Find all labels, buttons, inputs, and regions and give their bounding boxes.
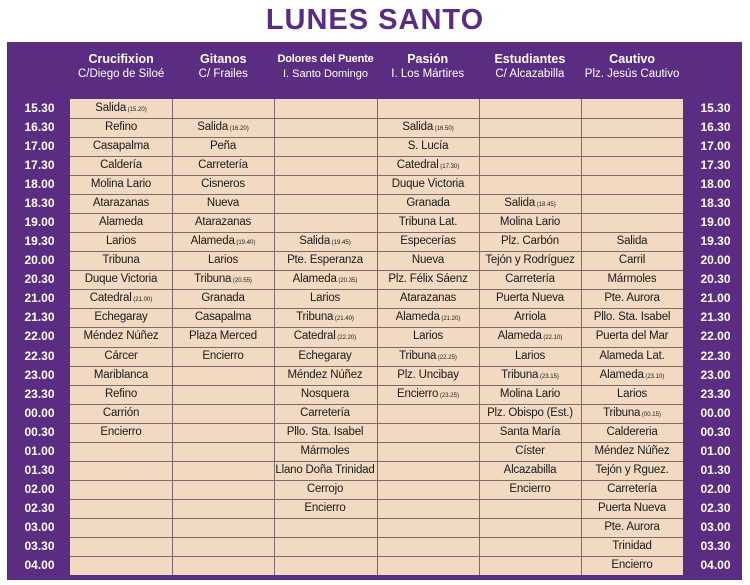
time-label-left: 01.30 bbox=[24, 462, 55, 477]
schedule-cell: Plz. Obispo (Est.) bbox=[487, 407, 573, 419]
time-label-right: 16.30 bbox=[700, 120, 731, 135]
schedule-cell bbox=[172, 270, 274, 289]
time-label-left: 00.00 bbox=[24, 405, 55, 420]
schedule-cell: Caldereria bbox=[606, 426, 658, 438]
time-label-left: 16.30 bbox=[24, 120, 55, 135]
cell-time: (16.50) bbox=[433, 126, 454, 132]
time-label-left: 03.00 bbox=[24, 519, 55, 534]
schedule-cell: Larios bbox=[105, 235, 137, 247]
schedule-cell bbox=[377, 385, 479, 404]
schedule-cell: Cerrojo bbox=[306, 483, 344, 495]
time-label-right: 18.00 bbox=[700, 177, 731, 192]
column-header bbox=[479, 51, 581, 97]
schedule-cell: Casapalma bbox=[194, 311, 252, 323]
column-header bbox=[70, 51, 172, 97]
cell-time: (23.10) bbox=[643, 374, 665, 380]
time-label-left: 02.30 bbox=[24, 500, 55, 515]
time-label-left: 15.30 bbox=[24, 101, 55, 115]
schedule-cell: Tejón y Rodríguez bbox=[485, 254, 575, 266]
schedule-cell bbox=[377, 156, 479, 175]
time-label-left: 17.30 bbox=[24, 158, 55, 173]
schedule-cell: Encierro bbox=[304, 502, 346, 514]
cell-time: (22.20) bbox=[335, 335, 357, 341]
schedule-cell: Encierro bbox=[611, 559, 653, 571]
time-label-left: 18.30 bbox=[24, 196, 55, 211]
schedule-cell: Molina Lario bbox=[499, 388, 561, 400]
schedule-cell bbox=[274, 308, 376, 327]
schedule-cell bbox=[274, 232, 376, 251]
time-label-right: 04.00 bbox=[700, 557, 731, 572]
schedule-cell: Plz. Uncibay bbox=[397, 369, 459, 381]
time-label-left: 20.30 bbox=[24, 272, 55, 287]
time-label-right: 17.30 bbox=[700, 158, 731, 173]
schedule-cell: Carrión bbox=[102, 407, 140, 419]
schedule-cell: Atarazanas bbox=[399, 292, 457, 304]
schedule-cell: Peña bbox=[209, 140, 237, 152]
time-label-right: 17.00 bbox=[700, 139, 731, 154]
cell-time: (21.20) bbox=[439, 316, 461, 322]
schedule-cell: Nueva bbox=[411, 254, 445, 266]
schedule-cell: Echegaray bbox=[298, 350, 352, 362]
schedule-cell: Méndez Núñez bbox=[83, 330, 159, 342]
cell-place: Alameda bbox=[395, 311, 440, 323]
schedule-cell: Plz. Carbón bbox=[501, 235, 559, 247]
time-label-right: 18.30 bbox=[700, 196, 731, 211]
schedule-cell: Alameda Lat. bbox=[599, 350, 665, 362]
column-header-location: C/ Frailes bbox=[198, 68, 248, 80]
time-label-left: 18.00 bbox=[24, 177, 55, 192]
schedule-cell: Atarazanas bbox=[92, 197, 150, 209]
cell-time: (21.40) bbox=[333, 316, 354, 322]
cell-time: (22.10) bbox=[541, 335, 563, 341]
schedule-cell bbox=[479, 194, 581, 213]
time-label-right: 20.30 bbox=[700, 272, 731, 287]
schedule-grid bbox=[70, 99, 683, 575]
schedule-cell: Carretería bbox=[607, 483, 657, 495]
time-label-right: 21.00 bbox=[700, 291, 731, 306]
schedule-cell: Echegaray bbox=[94, 311, 148, 323]
schedule-cell: Pte. Aurora bbox=[604, 292, 660, 304]
schedule-cell: Puerta del Mar bbox=[595, 330, 669, 342]
schedule-cell: Trinidad bbox=[612, 540, 652, 552]
schedule-cell: Méndez Núñez bbox=[594, 445, 670, 457]
schedule-cell: Larios bbox=[207, 254, 239, 266]
cell-place: Tribuna bbox=[399, 350, 437, 362]
schedule-cell: Duque Victoria bbox=[84, 273, 158, 285]
cell-time: (19.45) bbox=[330, 240, 351, 246]
schedule-cell bbox=[581, 366, 683, 385]
cell-time: (20.55) bbox=[231, 278, 252, 284]
time-label-right: 00.00 bbox=[700, 405, 731, 420]
cell-time: (19.40) bbox=[234, 240, 256, 246]
schedule-cell: Especerías bbox=[400, 235, 456, 247]
time-label-right: 03.00 bbox=[700, 519, 731, 534]
cell-place: Alameda bbox=[190, 235, 235, 247]
schedule-cell: Refino bbox=[104, 121, 138, 133]
schedule-cell: Carretería bbox=[505, 273, 555, 285]
cell-place: Catedral bbox=[89, 292, 132, 304]
schedule-cell: Salida bbox=[616, 235, 648, 247]
schedule-cell: Molina Lario bbox=[90, 178, 152, 190]
schedule-cell: Encierro bbox=[509, 483, 551, 495]
schedule-cell bbox=[479, 327, 581, 346]
schedule-cell: Arriola bbox=[514, 311, 546, 323]
cell-place: Tribuna bbox=[603, 407, 641, 419]
schedule-cell: Mariblanca bbox=[93, 369, 149, 381]
schedule-cell: Plz. Félix Sáenz bbox=[388, 273, 468, 285]
time-label-right: 21.30 bbox=[700, 310, 731, 325]
cell-place: Salida bbox=[197, 121, 229, 133]
schedule-cell: Refino bbox=[104, 388, 138, 400]
cell-time: (18.45) bbox=[535, 202, 556, 208]
schedule-cell bbox=[377, 118, 479, 137]
time-label-right: 00.30 bbox=[700, 424, 731, 439]
time-label-right: 19.30 bbox=[700, 234, 731, 249]
schedule-cell: Pllo. Sta. Isabel bbox=[593, 311, 671, 323]
schedule-cell: Encierro bbox=[100, 426, 142, 438]
schedule-cell bbox=[479, 366, 581, 385]
schedule-cell bbox=[172, 232, 274, 251]
schedule-cell bbox=[581, 404, 683, 423]
schedule-cell: Duque Victoria bbox=[391, 178, 465, 190]
page-title: LUNES SANTO bbox=[265, 4, 485, 36]
cell-place: Encierro bbox=[397, 388, 439, 400]
column-header-name: Estudiantes bbox=[494, 52, 566, 66]
cell-place: Alameda bbox=[292, 273, 337, 285]
cell-time: (22.25) bbox=[436, 355, 457, 361]
column-header-name: Dolores del Puente bbox=[277, 53, 374, 65]
schedule-cell: Tejón y Rguez. bbox=[595, 464, 669, 476]
time-label-right: 02.30 bbox=[700, 500, 731, 515]
schedule-cell bbox=[377, 308, 479, 327]
schedule-cell: Encierro bbox=[202, 350, 244, 362]
cell-place: Salida bbox=[299, 235, 331, 247]
cell-place: Tribuna bbox=[194, 273, 232, 285]
time-label-right: 02.00 bbox=[700, 481, 731, 496]
time-label-right: 03.30 bbox=[700, 538, 731, 553]
schedule-cell: Puerta Nueva bbox=[496, 292, 564, 304]
schedule-cell: Carretería bbox=[300, 407, 350, 419]
schedule-cell: Tribuna Lat. bbox=[398, 216, 458, 228]
cell-place: Alameda bbox=[497, 330, 542, 342]
cell-place: Tribuna bbox=[501, 369, 539, 381]
schedule-cell: Mármoles bbox=[300, 445, 350, 457]
cell-place: Catedral bbox=[293, 330, 336, 342]
column-header-location: Plz. Jesús Cautivo bbox=[584, 68, 680, 80]
schedule-cell: Larios bbox=[616, 388, 648, 400]
cell-place: Catedral bbox=[396, 159, 439, 171]
schedule-cell: Nueva bbox=[206, 197, 240, 209]
time-label-left: 19.00 bbox=[24, 215, 55, 230]
cell-time: (21.00) bbox=[131, 297, 153, 303]
cell-place: Salida bbox=[402, 121, 434, 133]
schedule-cell: Pllo. Sta. Isabel bbox=[286, 426, 364, 438]
schedule-cell: Nosquera bbox=[300, 388, 350, 400]
schedule-cell: Alcazabilla bbox=[503, 464, 557, 476]
schedule-cell: Císter bbox=[515, 445, 545, 457]
cell-time: (15.20) bbox=[126, 107, 147, 113]
column-header-location: I. Los Mártires bbox=[391, 68, 465, 80]
schedule-cell: Granada bbox=[201, 292, 245, 304]
schedule-cell: Llano Doña Trinidad bbox=[275, 464, 375, 476]
time-label-left: 02.00 bbox=[24, 481, 55, 496]
time-label-right: 20.00 bbox=[700, 253, 731, 268]
time-label-right: 01.30 bbox=[700, 462, 731, 477]
time-label-left: 22.30 bbox=[24, 348, 55, 363]
time-label-right: 22.00 bbox=[700, 329, 731, 344]
column-header bbox=[274, 51, 376, 97]
time-label-left: 22.00 bbox=[24, 329, 55, 344]
time-label-left: 01.00 bbox=[24, 443, 55, 458]
schedule-cell: Atarazanas bbox=[194, 216, 252, 228]
schedule-cell: Casapalma bbox=[92, 140, 150, 152]
column-header bbox=[377, 51, 479, 97]
schedule-cell: Mármoles bbox=[607, 273, 657, 285]
time-label-left: 21.00 bbox=[24, 291, 55, 306]
schedule-cell: Granada bbox=[406, 197, 450, 209]
time-label-left: 04.00 bbox=[24, 557, 55, 572]
time-label-left: 00.30 bbox=[24, 424, 55, 439]
schedule-cell: Caldería bbox=[100, 159, 142, 171]
schedule-cell: Pte. Esperanza bbox=[287, 254, 363, 266]
schedule-cell: Méndez Núñez bbox=[287, 369, 363, 381]
schedule-cell: Cisneros bbox=[201, 178, 245, 190]
time-label-right: 15.30 bbox=[700, 101, 731, 115]
column-header-name: Gitanos bbox=[200, 52, 247, 66]
column-header-location: C/Diego de Siloé bbox=[77, 68, 165, 80]
time-label-left: 23.30 bbox=[24, 386, 55, 401]
column-header bbox=[581, 51, 683, 97]
cell-place: Salida bbox=[95, 102, 127, 114]
schedule-cell bbox=[172, 118, 274, 137]
column-header-name: Pasión bbox=[407, 52, 449, 66]
schedule-cell: Carretería bbox=[198, 159, 248, 171]
schedule-cell: Tribuna bbox=[102, 254, 140, 266]
schedule-cell: Alameda bbox=[99, 216, 143, 228]
time-label-right: 19.00 bbox=[700, 215, 731, 230]
time-label-left: 20.00 bbox=[24, 253, 55, 268]
schedule-cell: Carril bbox=[618, 254, 646, 266]
schedule-cell bbox=[274, 327, 376, 346]
schedule-cell: Puerta Nueva bbox=[598, 502, 666, 514]
time-label-right: 01.00 bbox=[700, 443, 731, 458]
cell-time: (23.25) bbox=[438, 393, 459, 399]
cell-time: (20.35) bbox=[336, 278, 358, 284]
schedule-cell bbox=[377, 347, 479, 366]
schedule-cell: Santa María bbox=[499, 426, 561, 438]
schedule-cell: Larios bbox=[412, 330, 444, 342]
schedule-cell bbox=[70, 99, 172, 118]
schedule-cell: Larios bbox=[514, 350, 546, 362]
column-header-location: I. Santo Domingo bbox=[282, 68, 368, 80]
column-header-name: Cautivo bbox=[609, 52, 656, 66]
cell-time: (16.20) bbox=[228, 126, 249, 132]
schedule-cell: Cárcer bbox=[104, 350, 138, 362]
time-label-left: 19.30 bbox=[24, 234, 55, 249]
column-header bbox=[172, 51, 274, 97]
cell-time: (17.30) bbox=[438, 164, 460, 170]
cell-time: (00.15) bbox=[640, 412, 661, 418]
time-label-right: 23.30 bbox=[700, 386, 731, 401]
schedule-cell: Larios bbox=[309, 292, 341, 304]
schedule-cell bbox=[274, 270, 376, 289]
cell-place: Salida bbox=[504, 197, 536, 209]
time-label-right: 22.30 bbox=[700, 348, 731, 363]
time-label-left: 21.30 bbox=[24, 310, 55, 325]
schedule-cell bbox=[70, 289, 172, 308]
column-header-location: C/ Alcazabilla bbox=[495, 68, 565, 80]
time-label-left: 23.00 bbox=[24, 367, 55, 382]
schedule-cell: Molina Lario bbox=[499, 216, 561, 228]
column-header-name: Crucifixion bbox=[88, 52, 154, 66]
cell-time: (23.15) bbox=[538, 374, 559, 380]
cell-place: Alameda bbox=[599, 369, 644, 381]
schedule-cell: Pte. Aurora bbox=[604, 521, 660, 533]
time-label-right: 23.00 bbox=[700, 367, 731, 382]
time-label-left: 17.00 bbox=[24, 139, 55, 154]
schedule-cell: S. Lucía bbox=[407, 140, 449, 152]
cell-place: Tribuna bbox=[296, 311, 334, 323]
schedule-cell: Plaza Merced bbox=[189, 330, 257, 342]
time-label-left: 03.30 bbox=[24, 538, 55, 553]
